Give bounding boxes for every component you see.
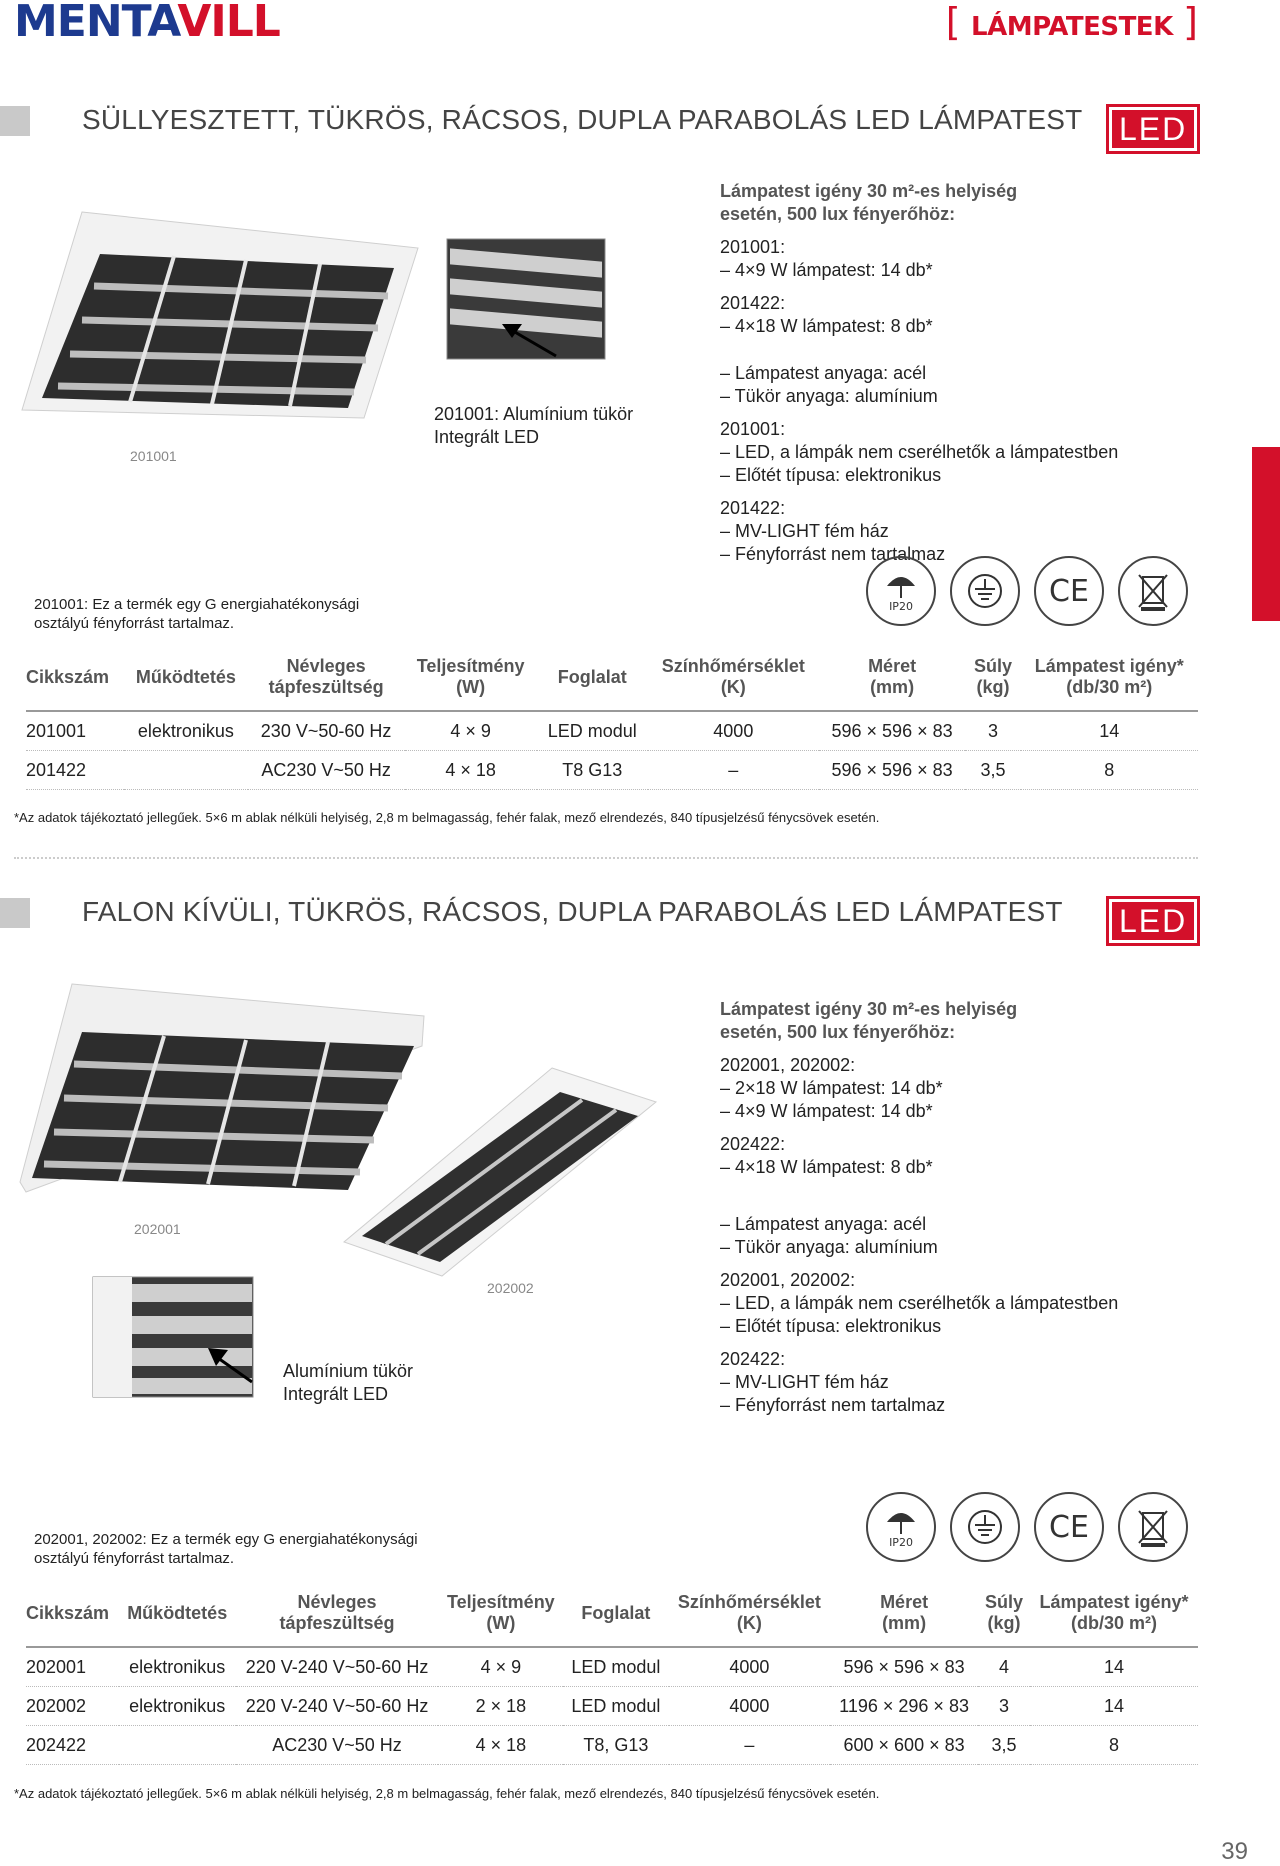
sidebar-tab xyxy=(1252,447,1280,621)
column-header: Méret (mm) xyxy=(830,1592,978,1647)
page-number: 39 xyxy=(1221,1838,1248,1865)
info-group: 201422: – MV-LIGHT fém ház – Fényforrást nem tartalmaz xyxy=(720,498,946,564)
image-caption: 202002 xyxy=(487,1280,534,1296)
ip20-umbrella-icon: IP20 xyxy=(866,556,936,626)
section-marker xyxy=(0,106,30,136)
section-title: SÜLLYESZTETT, TÜKRÖS, RÁCSOS, DUPLA PARABOLÁS LED LÁMPATEST xyxy=(82,104,1083,135)
column-header: Működtetés xyxy=(119,1592,236,1647)
info-group: 201001: – 4×9 W lámpatest: 14 db* xyxy=(720,237,933,280)
protection-class-icon xyxy=(950,556,1020,626)
detail-image xyxy=(92,1276,254,1398)
protection-class-icon xyxy=(950,1492,1020,1562)
image-caption: 202001 xyxy=(134,1221,181,1237)
info-group: 202001, 202002: – LED, a lámpák nem cserélhetők a lámpatestben – Előtét típusa: elektronikus xyxy=(720,1270,1119,1336)
column-header: Színhőmérséklet (K) xyxy=(669,1592,831,1647)
table-header-row xyxy=(26,1592,1198,1647)
section-marker xyxy=(0,898,30,928)
column-header: Teljesítmény (W) xyxy=(405,656,537,711)
column-header: Cikkszám xyxy=(26,656,124,711)
requirement-info: Lámpatest igény 30 m²-es helyiség esetén, 500 lux fényerőhöz: 201001: – 4×9 W lámpatest: 14 db* 201422: – 4×18 W lámpatest: 8 db* – Lámpatest anyaga: acél – Tükör anyaga: alumínium 201001: – LED, a lámpák nem cserélhetők a lámpatestben – Előtét típusa: elektronikus 201422: – MV-LIGHT fém ház – Fényforrást nem tartalmaz xyxy=(720,180,1220,576)
column-header: Színhőmérséklet (K) xyxy=(648,656,819,711)
info-group: 201422: – 4×18 W lámpatest: 8 db* xyxy=(720,293,933,336)
fixture-image-201001 xyxy=(20,208,420,420)
section-title: FALON KÍVÜLI, TÜKRÖS, RÁCSOS, DUPLA PARABOLÁS LED LÁMPATEST xyxy=(82,896,1063,927)
column-header: Lámpatest igény* (db/30 m²) xyxy=(1021,656,1199,711)
column-header: Cikkszám xyxy=(26,1592,119,1647)
section-divider xyxy=(14,857,1198,859)
certification-icons xyxy=(866,1492,1188,1562)
weee-bin-icon xyxy=(1118,556,1188,626)
led-badge: LED xyxy=(1106,104,1200,154)
led-badge: LED xyxy=(1106,896,1200,946)
table-row: 202422 AC230 V~50 Hz 4 × 18 T8, G13 – 600 × 600 × 83 3,5 8 xyxy=(26,1726,1198,1765)
column-header: Súly (kg) xyxy=(978,1592,1030,1647)
column-header: Foglalat xyxy=(563,1592,668,1647)
column-header: Névleges tápfeszültség xyxy=(236,1592,439,1647)
info-group: 202422: – MV-LIGHT fém ház – Fényforrást nem tartalmaz xyxy=(720,1349,946,1415)
ce-mark-icon: CE xyxy=(1034,556,1104,626)
certification-icons xyxy=(866,556,1188,626)
table-row: 201422 AC230 V~50 Hz 4 × 18 T8 G13 – 596 × 596 × 83 3,5 8 xyxy=(26,751,1198,790)
footnote: *Az adatok tájékoztató jellegűek. 5×6 m ablak nélküli helyiség, 2,8 m belmagasság, fehér falak, mező elrendezés, 840 típusjelzésű fénycsövek esetén. xyxy=(14,1786,880,1801)
info-group: – Lámpatest anyaga: acél – Tükör anyaga: alumínium xyxy=(720,363,938,406)
fixture-image-202002 xyxy=(342,1066,658,1278)
column-header: Foglalat xyxy=(537,656,648,711)
column-header: Lámpatest igény* (db/30 m²) xyxy=(1030,1592,1198,1647)
info-group: 202001, 202002: – 2×18 W lámpatest: 14 db* – 4×9 W lámpatest: 14 db* xyxy=(720,1055,943,1121)
image-caption: 201001 xyxy=(130,448,177,464)
table-header-row xyxy=(26,656,1198,711)
table-row: 201001 elektronikus 230 V~50-60 Hz 4 × 9 LED modul 4000 596 × 596 × 83 3 14 xyxy=(26,711,1198,751)
table-row: 202001 elektronikus 220 V-240 V~50-60 Hz 4 × 9 LED modul 4000 596 × 596 × 83 4 14 xyxy=(26,1647,1198,1687)
column-header: Névleges tápfeszültség xyxy=(248,656,405,711)
weee-bin-icon xyxy=(1118,1492,1188,1562)
mentavill-logo: MENTAVILL xyxy=(14,0,280,47)
spec-table xyxy=(26,656,1198,790)
energy-note: 202001, 202002: Ez a termék egy G energiahatékonysági osztályú fényforrást tartalmaz. xyxy=(34,1531,418,1567)
info-group: 202422: – 4×18 W lámpatest: 8 db* xyxy=(720,1134,933,1177)
column-header: Súly (kg) xyxy=(965,656,1020,711)
energy-note: 201001: Ez a termék egy G energiahatékonysági osztályú fényforrást tartalmaz. xyxy=(34,596,360,632)
spec-table xyxy=(26,1592,1198,1765)
ip20-umbrella-icon: IP20 xyxy=(866,1492,936,1562)
column-header: Méret (mm) xyxy=(819,656,966,711)
category-label: [ LÁMPATESTEK ] xyxy=(945,0,1198,44)
info-group: 201001: – LED, a lámpák nem cserélhetők a lámpatestben – Előtét típusa: elektronikus xyxy=(720,419,1119,485)
column-header: Működtetés xyxy=(124,656,247,711)
requirement-info: Lámpatest igény 30 m²-es helyiség esetén, 500 lux fényerőhöz: 202001, 202002: – 2×18 W lámpatest: 14 db* – 4×9 W lámpatest: 14 db* 202422: – 4×18 W lámpatest: 8 db* – Lámpatest anyaga: acél – Tükör anyaga: alumínium 202001, 202002: – LED, a lámpák nem cserélhetők a lámpatestben – Előtét típusa: elektronikus 202422: – MV-LIGHT fém ház – Fényforrást nem tartalmaz xyxy=(720,998,1220,1427)
footnote: *Az adatok tájékoztató jellegűek. 5×6 m ablak nélküli helyiség, 2,8 m belmagasság, fehér falak, mező elrendezés, 840 típusjelzésű fénycsövek esetén. xyxy=(14,810,880,825)
column-header: Teljesítmény (W) xyxy=(438,1592,563,1647)
info-group: – Lámpatest anyaga: acél – Tükör anyaga: alumínium xyxy=(720,1214,938,1257)
detail-caption: 201001: Alumínium tükör Integrált LED xyxy=(434,404,634,447)
table-row: 202002 elektronikus 220 V-240 V~50-60 Hz 2 × 18 LED modul 4000 1196 × 296 × 83 3 14 xyxy=(26,1687,1198,1726)
detail-caption: Alumínium tükör Integrált LED xyxy=(283,1361,414,1404)
ce-mark-icon: CE xyxy=(1034,1492,1104,1562)
detail-image xyxy=(446,238,606,360)
